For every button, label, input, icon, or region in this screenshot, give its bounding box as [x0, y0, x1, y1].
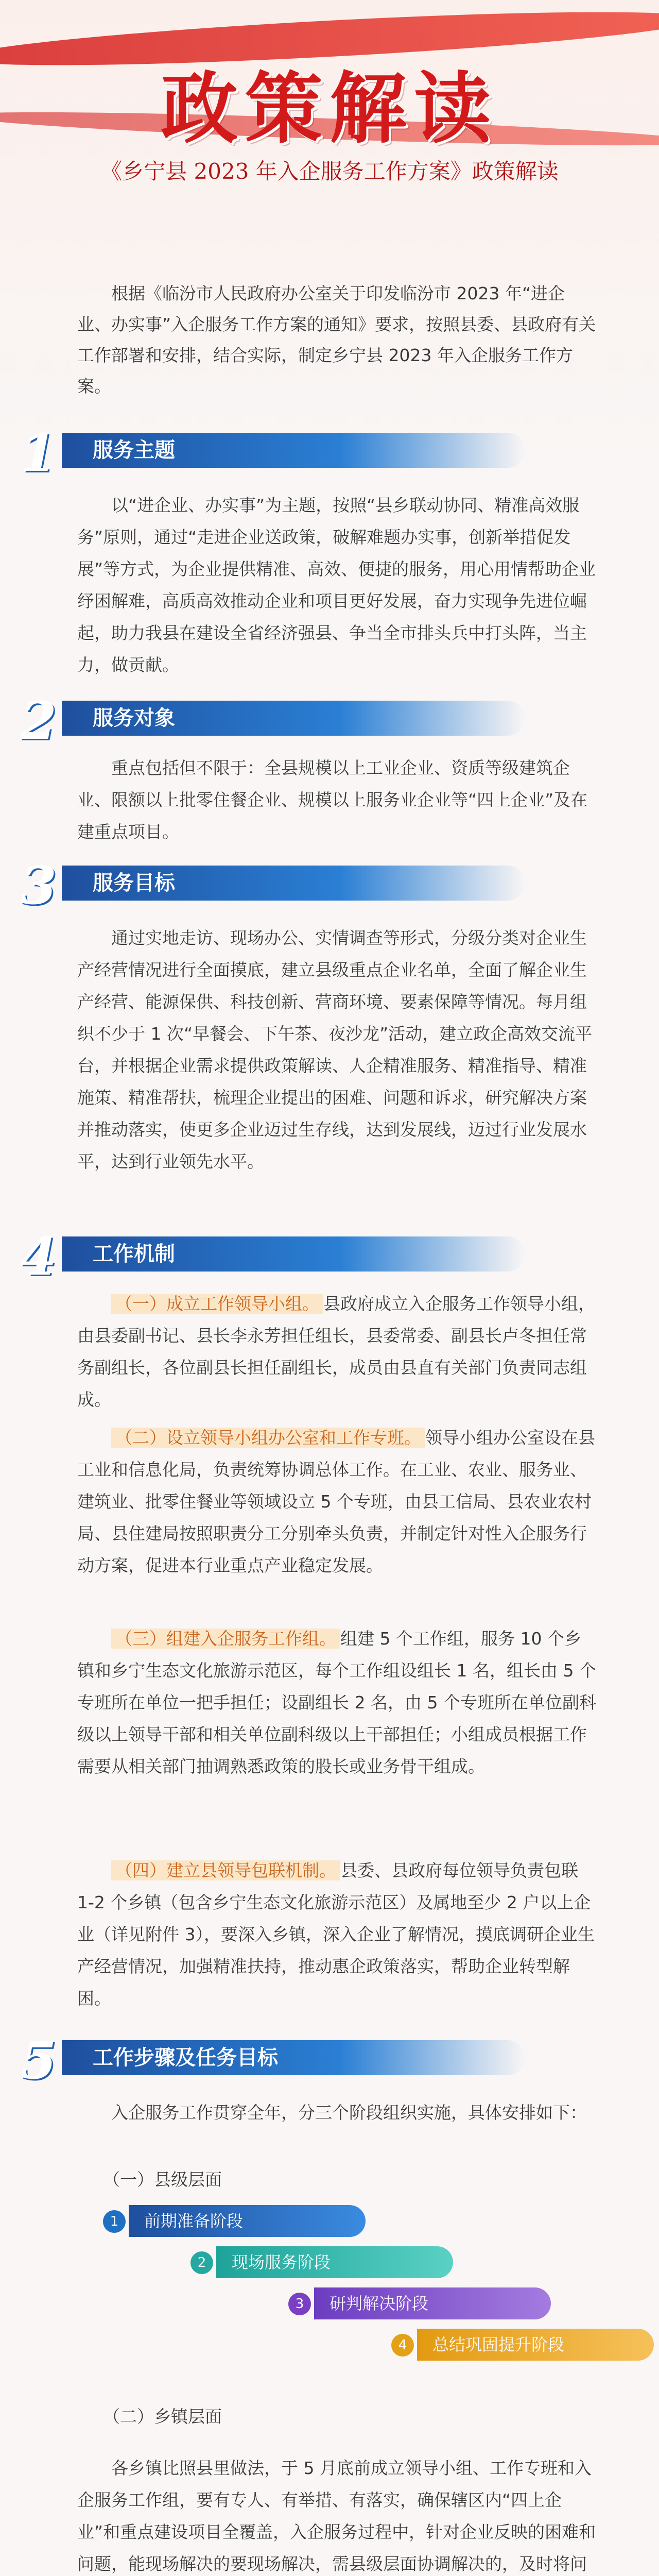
section-heading: 服务对象: [62, 701, 525, 736]
mechanism-item: [77, 1855, 597, 2014]
mechanism-body: 县委、县政府每位领导负责包联 1-2 个乡镇（包含乡宁生态文化旅游示范区）及属地至少 2 户以上企业（详见附件 3），要深入乡镇，深入企业了解情况，摸底调研企业生产经营情况，加强精准扶持，推动惠企政策落实，帮助企业转型解困。: [77, 1860, 595, 2008]
section-number: 3: [21, 855, 57, 916]
phase-step: 现场服务阶段: [216, 2246, 453, 2278]
lead-paragraph: 根据《临汾市人民政府办公室关于印发临汾市 2023 年“进企业、办实事”入企服务工作方案的通知》要求，按照县委、县政府有关工作部署和安排，结合实际，制定乡宁县 2023 年入企服务工作方案。: [77, 283, 596, 396]
section-heading: 服务目标: [62, 866, 525, 901]
steps-intro: 入企服务工作贯穿全年，分三个阶段组织实施，具体安排如下：: [111, 2103, 587, 2123]
page-subtitle: 《乡宁县 2023 年入企服务工作方案》政策解读: [100, 159, 559, 184]
mechanism-item: [77, 1288, 597, 1416]
phase-step: 总结巩固提升阶段: [417, 2329, 654, 2361]
section-heading: 工作步骤及任务目标: [62, 2040, 525, 2075]
town-level-label: （二）乡镇层面: [103, 2406, 222, 2427]
phase-step: 研判解决阶段: [314, 2287, 551, 2319]
mechanism-body: 组建 5 个工作组，服务 10 个乡镇和乡宁生态文化旅游示范区，每个工作组设组长 1 名，组长由 5 个专班所在单位一把手担任；设副组长 2 名，由 5 个专班所在单位副科级以上领导干部和相关单位副科级以上干部担任；小组成员根据工作需要从相关部门抽调熟悉政策的股长或业务骨干组成。: [77, 1629, 596, 1776]
mechanism-item: [77, 1422, 597, 1582]
phase-number: 3: [288, 2293, 311, 2315]
mechanism-label: （二）设立领导小组办公室和工作专班。: [111, 1428, 425, 1448]
section-body: 重点包括但不限于：全县规模以上工业企业、资质等级建筑企业、限额以上批零住餐企业、规模以上服务业企业等“四上企业”及在建重点项目。: [77, 758, 588, 842]
section-body: 以“进企业、办实事”为主题，按照“县乡联动协同、精准高效服务”原则，通过“走进企业送政策，破解难题办实事，创新举措促发展”等方式，为企业提供精准、高效、便捷的服务，用心用情帮助企业纾困解难，高质高效推动企业和项目更好发展，奋力实现争先进位崛起，助力我县在建设全省经济强县、争当全市排头兵中打头阵，当主力，做贡献。: [77, 495, 596, 675]
town-level-body: 各乡镇比照县里做法，于 5 月底前成立领导小组、工作专班和入企服务工作组，要有专人、有举措、有落实，确保辖区内“四上企业”和重点建设项目全覆盖，入企服务过程中，针对企业反映的困难和问题，能现场解决的要现场解决，需县级层面协调解决的，及时将问: [77, 2458, 596, 2574]
mechanism-label: （四）建立县领导包联机制。: [111, 1860, 340, 1880]
mechanism-body: 领导小组办公室设在县工业和信息化局，负责统筹协调总体工作。在工业、农业、服务业、建筑业、批零住餐业等领域设立 5 个专班，由县工信局、县农业农村局、县住建局按照职责分工分别牵头负责，并制定针对性入企服务行动方案，促进本行业重点产业稳定发展。: [77, 1428, 595, 1575]
section-number: 2: [21, 690, 57, 751]
section-body: 通过实地走访、现场办公、实情调查等形式，分级分类对企业生产经营情况进行全面摸底，建立县级重点企业名单，全面了解企业生产经营、能源保供、科技创新、营商环境、要素保障等情况。每月组织不少于 1 次“早餐会、下午茶、夜沙龙”活动，建立政企高效交流平台，并根据企业需求提供政策解读、人企精准服务、精准指导、精准施策、精准帮扶，梳理企业提出的困难、问题和诉求，研究解决方案并推动落实，使更多企业迈过生存线，达到发展线，迈过行业发展水平，达到行业领先水平。: [77, 928, 593, 1172]
section-number: 1: [21, 422, 57, 483]
mechanism-label: （一）成立工作领导小组。: [111, 1294, 323, 1314]
mechanism-body: 县政府成立入企服务工作领导小组，由县委副书记、县长李永芳担任组长，县委常委、副县长卢冬担任常务副组长，各位副县长担任副组长，成员由县直有关部门负责同志组成。: [77, 1294, 595, 1410]
section-heading: 工作机制: [62, 1236, 525, 1272]
section-heading: 服务主题: [62, 433, 525, 468]
phase-number: 4: [391, 2334, 414, 2357]
phase-number: 1: [103, 2210, 126, 2233]
phase-step: 前期准备阶段: [129, 2205, 366, 2237]
phase-number: 2: [190, 2251, 213, 2274]
mechanism-label: （三）组建入企服务工作组。: [111, 1629, 340, 1649]
section-number: 5: [21, 2030, 57, 2091]
mechanism-item: [77, 1623, 597, 1783]
county-level-label: （一）县级层面: [103, 2170, 222, 2190]
section-number: 4: [21, 1226, 57, 1287]
page-title: 政策解读: [160, 63, 498, 154]
header-banner: [0, 0, 659, 268]
